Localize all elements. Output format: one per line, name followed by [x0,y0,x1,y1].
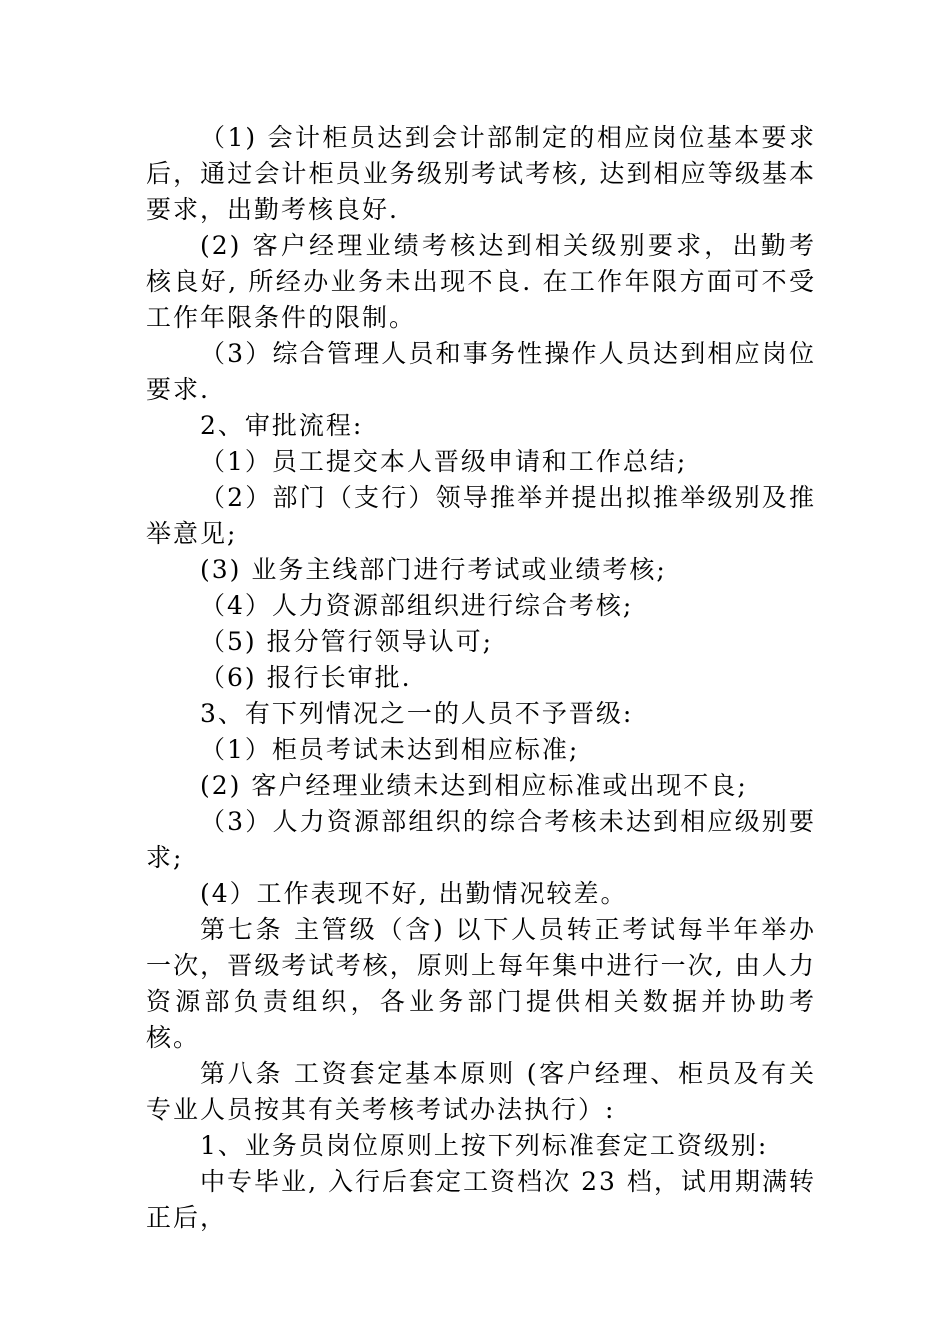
paragraph-5: （1）员工提交本人晋级申请和工作总结; [200,447,688,476]
document-body [146,120,816,1236]
paragraph-4: 2、审批流程: [200,411,364,440]
paragraph-11: 3、有下列情况之一的人员不予晋级: [200,699,634,728]
paragraph-16: 第七条 主管级（含) 以下人员转正考试每半年举办一次，晋级考试考核，原则上每年集中进行一次, 由人力资源部负责组织，各业务部门提供相关数据并协助考核。 [146,915,816,1052]
paragraph-12: （1）柜员考试未达到相应标准; [200,735,580,764]
paragraph-13: (2) 客户经理业绩未达到相应标准或出现不良; [200,771,748,800]
paragraph-8: （4）人力资源部组织进行综合考核; [200,591,634,620]
paragraph-18: 1、业务员岗位原则上按下列标准套定工资级别: [200,1131,769,1160]
paragraph-2: (2) 客户经理业绩考核达到相关级别要求，出勤考核良好, 所经办业务未出现不良. 在工作年限方面可不受工作年限条件的限制。 [146,231,816,332]
paragraph-7: (3) 业务主线部门进行考试或业绩考核; [200,555,667,584]
paragraph-15: (4）工作表现不好, 出勤情况较差。 [200,879,628,908]
paragraph-9: （5) 报分管行领导认可; [200,627,494,656]
paragraph-10: （6) 报行长审批. [200,663,412,692]
paragraph-17: 第八条 工资套定基本原则 (客户经理、柜员及有关专业人员按其有关考核考试办法执行）: [146,1059,816,1124]
paragraph-14: （3）人力资源部组织的综合考核未达到相应级别要求; [146,807,816,872]
paragraph-19: 中专毕业, 入行后套定工资档次 23 档，试用期满转正后， [146,1167,816,1232]
paragraph-6: （2）部门（支行）领导推举并提出拟推举级别及推举意见; [146,483,816,548]
paragraph-3: （3）综合管理人员和事务性操作人员达到相应岗位要求. [146,339,816,404]
paragraph-1: （1) 会计柜员达到会计部制定的相应岗位基本要求后，通过会计柜员业务级别考试考核, 达到相应等级基本要求，出勤考核良好. [146,123,816,224]
